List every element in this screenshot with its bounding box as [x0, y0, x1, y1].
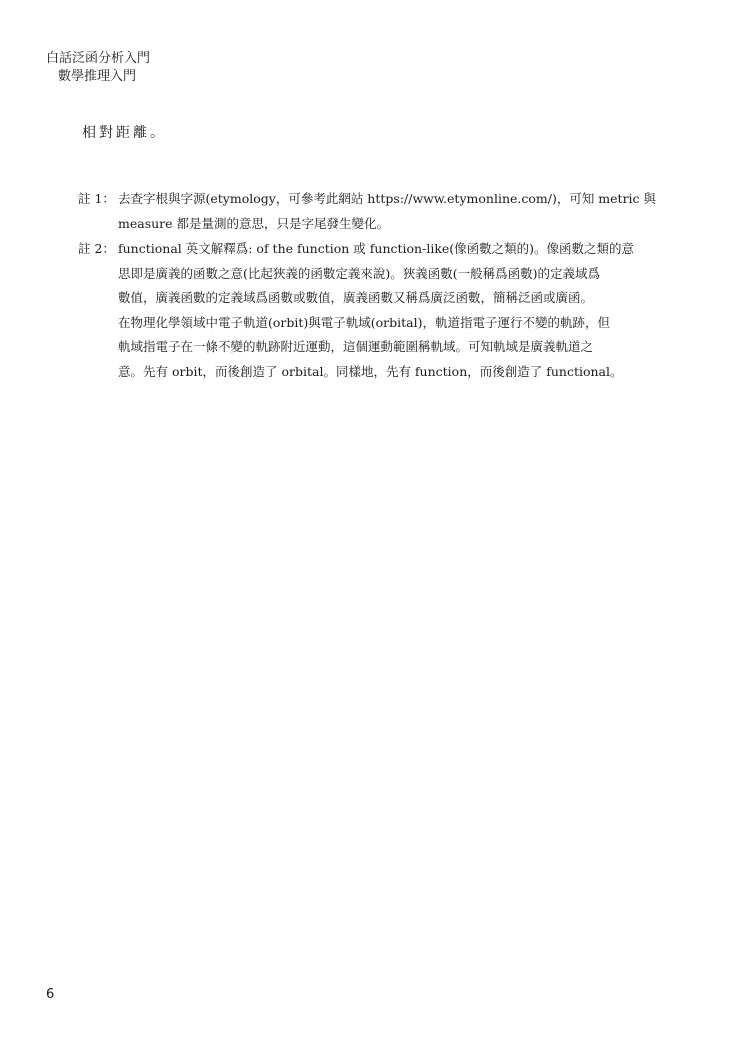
footnote-label: 註 2： — [78, 241, 115, 256]
footnote-line: 在物理化學領域中電子軌道(orbit)與電子軌域(orbital)，軌道指電子運行不變的軌跡，但 — [118, 314, 611, 330]
footnote-line: measure 都是量測的意思，只是字尾發生變化。 — [118, 215, 390, 231]
footnote-line: 意。先有 orbit，而後創造了 orbital。同樣地，先有 function，而後創造了 functional。 — [118, 363, 623, 379]
footnotes — [78, 187, 668, 385]
chapter-title: 數學推理入門 — [58, 69, 137, 84]
footnote-line: 軌域指電子在一條不變的軌跡附近運動，這個運動範圍稱軌域。可知軌域是廣義軌道之 — [118, 339, 594, 354]
footnote-label: 註 1： — [78, 191, 115, 206]
footnote-line: functional 英文解釋爲: of the function 或 function-like(像函數之類的)。像函數之類的意 — [118, 241, 635, 256]
body-text: 相對距離。 — [82, 125, 167, 141]
footnote-text — [118, 237, 668, 384]
running-header — [46, 50, 150, 86]
footnote-line: 數值，廣義函數的定義域爲函數或數值，廣義函數又稱爲廣泛函數，簡稱泛函或廣函。 — [118, 290, 594, 305]
footnote-line: 思即是廣義的函數之意(比起狹義的函數定義來說)。狹義函數(一般稱爲函數)的定義域爲 — [118, 265, 601, 281]
footnote-text — [118, 187, 668, 236]
book-title: 白話泛函分析入門 — [46, 51, 151, 66]
footnote-2 — [78, 237, 668, 384]
page-number: 6 — [46, 987, 55, 1002]
footnote-1 — [78, 187, 668, 236]
footnote-line: 去查字根與字源(etymology，可參考此網站 https://www.etymonline.com/)，可知 metric 與 — [118, 191, 657, 206]
